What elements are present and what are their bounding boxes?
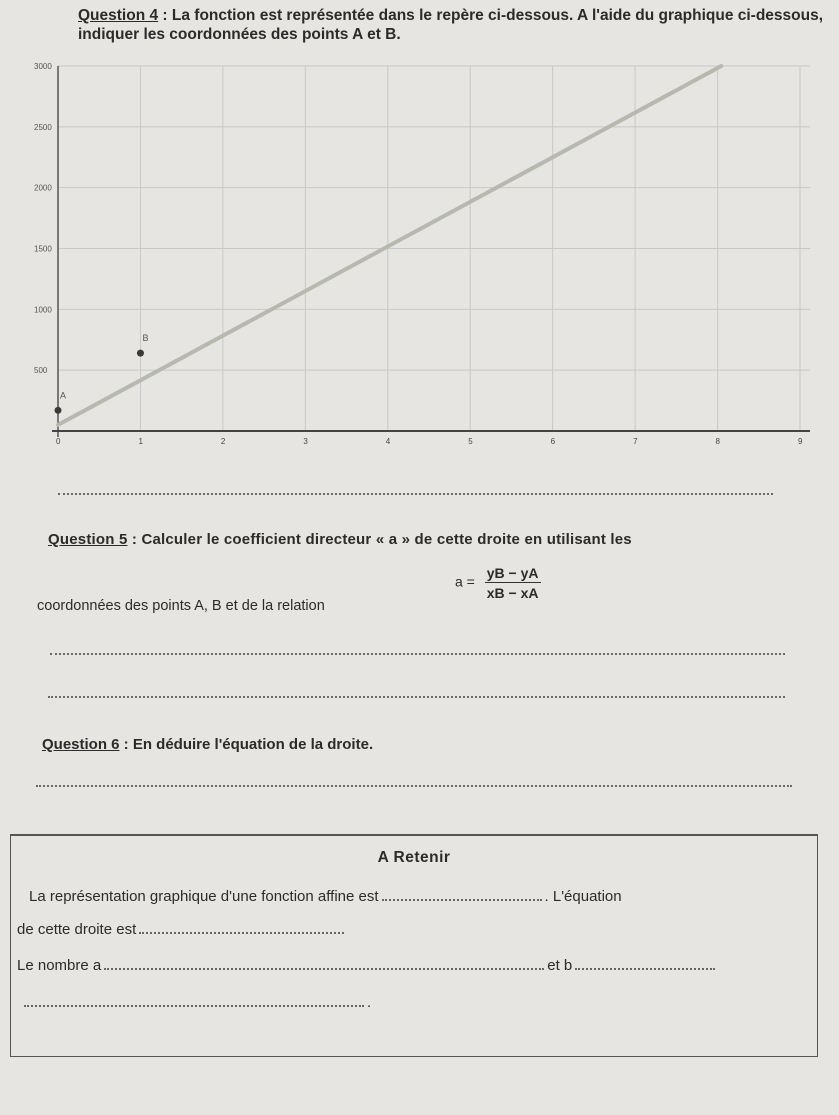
retenir-line-1 — [29, 888, 622, 905]
retenir-line-2-text: de cette droite est — [17, 921, 137, 938]
y-tick-label-1500: 1500 — [34, 244, 52, 254]
retenir-line-1-start: La représentation graphique d'une fonction affine est — [29, 888, 379, 905]
retenir-line-4-end: . — [367, 994, 372, 1011]
x-tick-label-7: 7 — [633, 437, 638, 446]
answer-line-q6[interactable] — [36, 785, 792, 787]
point-a-marker — [55, 407, 62, 414]
question-6 — [42, 736, 373, 753]
blank-representation[interactable] — [382, 899, 542, 901]
x-tick-label-9: 9 — [798, 437, 803, 446]
blank-a[interactable] — [104, 968, 544, 970]
formula-numerator: yB − yA — [486, 565, 539, 581]
question-5-label: Question 5 — [48, 531, 128, 548]
question-4-text: : La fonction est représentée dans le repère ci-dessous. A l'aide du graphique ci-dessous, indiquer les coordonnées des points A et B. — [78, 7, 824, 43]
x-tick-label-0: 0 — [56, 437, 61, 446]
retenir-line-3 — [17, 957, 718, 974]
y-tick-label-1000: 1000 — [34, 305, 52, 315]
question-6-label: Question 6 — [42, 736, 120, 753]
retenir-box — [10, 834, 818, 1057]
x-tick-label-1: 1 — [138, 437, 143, 446]
point-b-label: B — [142, 333, 149, 344]
series-line-droite — [58, 66, 721, 425]
formula-lhs: a = — [455, 573, 475, 590]
blank-b[interactable] — [575, 968, 715, 970]
question-4-label: Question 4 — [78, 7, 159, 24]
question-5 — [48, 531, 788, 548]
blank-equation[interactable] — [139, 932, 344, 934]
retenir-line-3-start: Le nombre a — [17, 957, 102, 974]
answer-line-q4[interactable] — [58, 493, 773, 495]
retenir-line-1-end: . L'équation — [544, 888, 622, 905]
x-tick-label-6: 6 — [550, 437, 556, 446]
retenir-line-2 — [17, 921, 347, 938]
x-tick-label-4: 4 — [385, 437, 391, 446]
point-a-label: A — [60, 390, 67, 401]
x-tick-label-3: 3 — [303, 437, 308, 446]
answer-line-q5-1[interactable] — [50, 653, 785, 655]
relation-text: coordonnées des points A, B et de la relation — [37, 598, 325, 614]
question-6-text: : En déduire l'équation de la droite. — [119, 736, 374, 753]
y-tick-label-500: 500 — [34, 366, 48, 376]
retenir-title: A Retenir — [377, 849, 451, 866]
retenir-line-4 — [21, 994, 371, 1011]
formula-denominator: xB − xA — [486, 585, 539, 601]
slope-formula — [455, 565, 541, 601]
y-tick-label-3000: 3000 — [34, 62, 52, 71]
point-b-marker — [137, 350, 144, 357]
x-tick-label-8: 8 — [715, 437, 721, 446]
retenir-line-3-mid: et b — [547, 957, 573, 974]
question-4 — [78, 6, 828, 44]
blank-continuation[interactable] — [24, 1005, 364, 1007]
line-graph — [0, 58, 839, 470]
question-5-text: : Calculer le coefficient directeur « a » de cette droite en utilisant les — [127, 531, 632, 548]
x-tick-label-5: 5 — [468, 437, 473, 446]
answer-line-q5-2[interactable] — [48, 696, 785, 698]
y-tick-label-2000: 2000 — [34, 183, 52, 193]
y-tick-label-2500: 2500 — [34, 122, 52, 132]
x-tick-label-2: 2 — [220, 437, 226, 446]
